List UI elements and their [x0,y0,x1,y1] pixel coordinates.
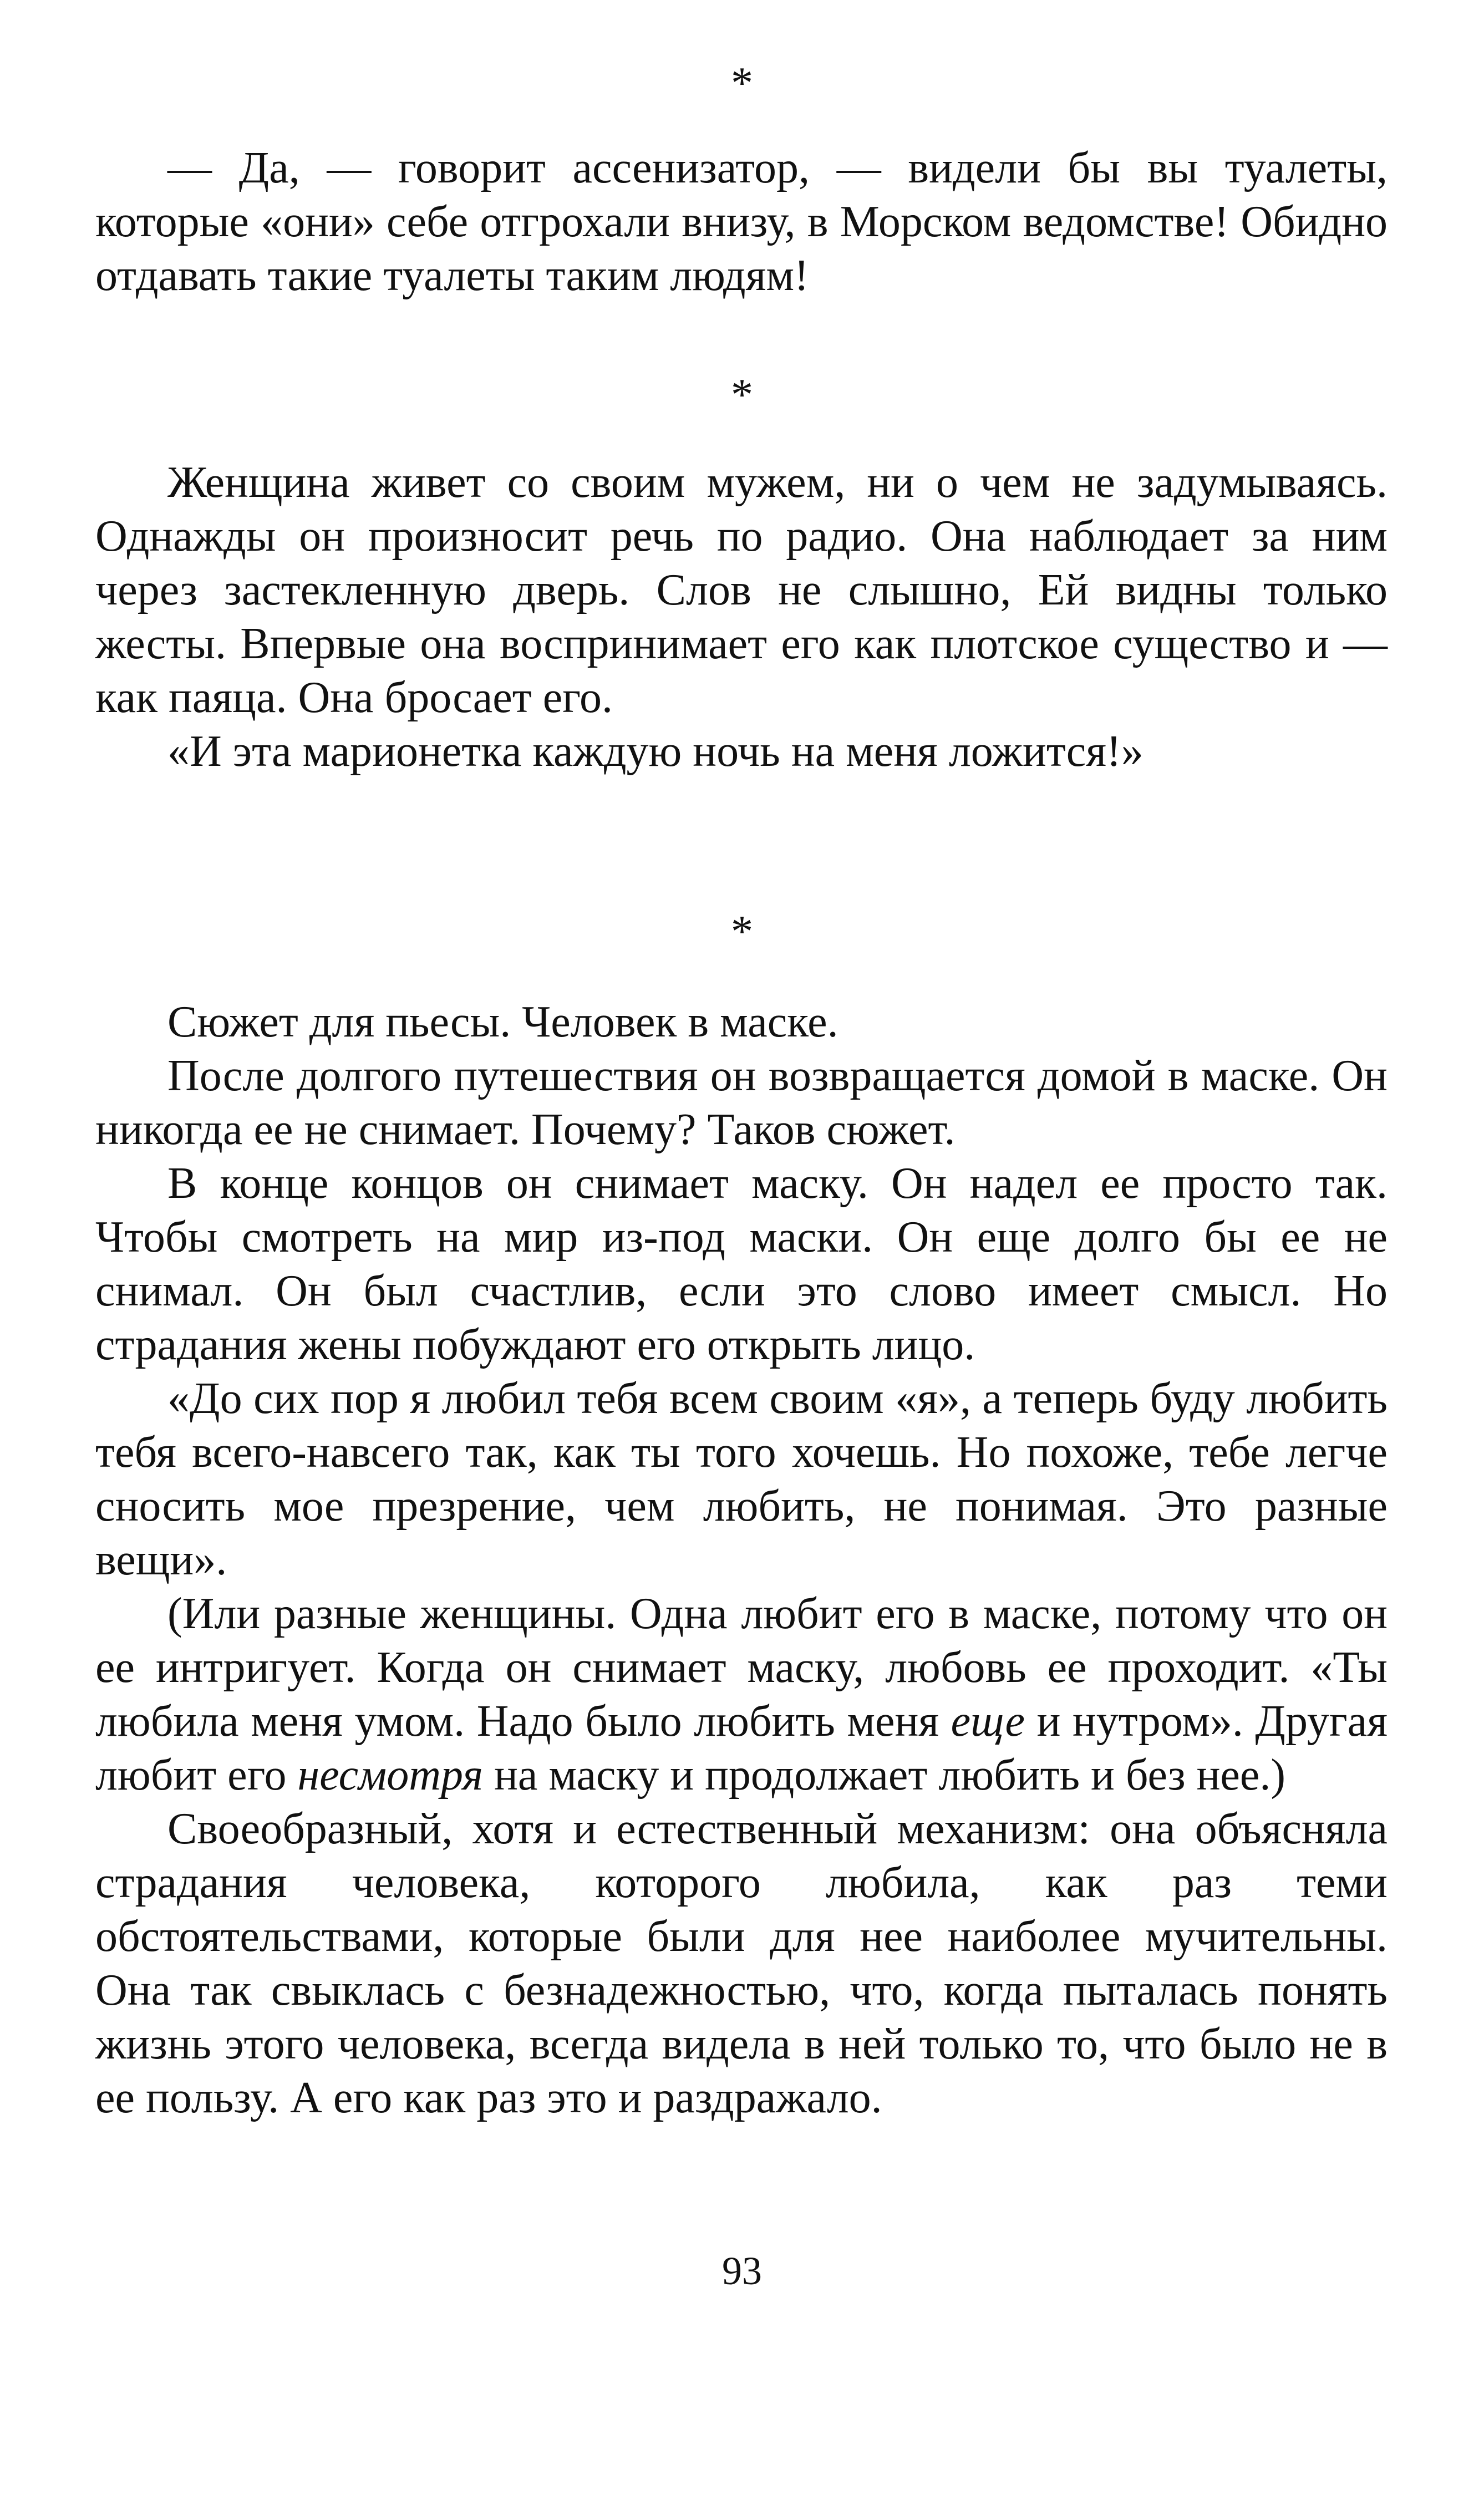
emphasis: несмотря [297,1751,484,1800]
paragraph [95,1587,1388,1802]
paragraph: «И эта марионетка каждую ночь на меня ложится!» [167,727,1144,776]
text-run: на маску и продолжает любить и без нее.) [483,1751,1286,1800]
section-separator: * [731,370,753,419]
section-separator: * [731,59,753,108]
section-separator: * [731,907,753,956]
paragraph: — Да, — говорит ассенизатор, — видели бы вы туалеты, которые «они» себе отгрохали внизу, в Морском ведомстве! Обидно отдавать такие туалеты таким людям! [95,144,1388,300]
section-2 [95,456,1388,779]
text-run: и нутром». Другая любит его [95,1697,1388,1800]
paragraph: Сюжет для пьесы. Человек в маске. [167,998,838,1046]
section-1 [95,141,1388,303]
paragraph: После долгого путешествия он возвращается домой в маске. Он никогда ее не снимает. Почему? Таков сюжет. [95,1051,1388,1154]
paragraph: Своеобразный, хотя и естественный механизм: она объясняла страдания человека, которого любила, как раз теми обстоятельствами, которые были для нее наиболее мучительны. Она так свыклась с безнадежностью, что, когда пыталась понять жизнь этого человека, всегда видела в ней только то, что было не в ее пользу. А его как раз это и раздражало. [95,1805,1388,2122]
emphasis: еще [951,1697,1025,1746]
paragraph: Женщина живет со своим мужем, ни о чем не задумываясь. Однажды он произносит речь по радио. Она наблюдает за ним через застекленную дверь. Слов не слышно, Ей видны только жесты. Впервые она воспринимает его как плотское существо и — как паяца. Она бросает его. [95,458,1388,722]
page-number: 93 [722,2249,762,2293]
paragraph: В конце концов он снимает маску. Он надел ее просто так. Чтобы смотреть на мир из-под маски. Он еще долго бы ее не снимал. Он был счастлив, если это слово имеет смысл. Но страдания жены побуждают его открыть лицо. [95,1159,1388,1369]
paragraph: «До сих пор я любил тебя всем своим «я», а теперь буду любить тебя всего-навсего так, как ты того хочешь. Но похоже, тебе легче сносить мое презрение, чем любить, не понимая. Это разные вещи». [95,1374,1388,1584]
text-run: (Или разные женщины. Одна любит его в маске, потому что он ее интригует. Когда он снимает маску, любовь ее проходит. «Ты любила меня умом. Надо было любить меня [95,1589,1388,1746]
section-3 [95,995,1388,2125]
